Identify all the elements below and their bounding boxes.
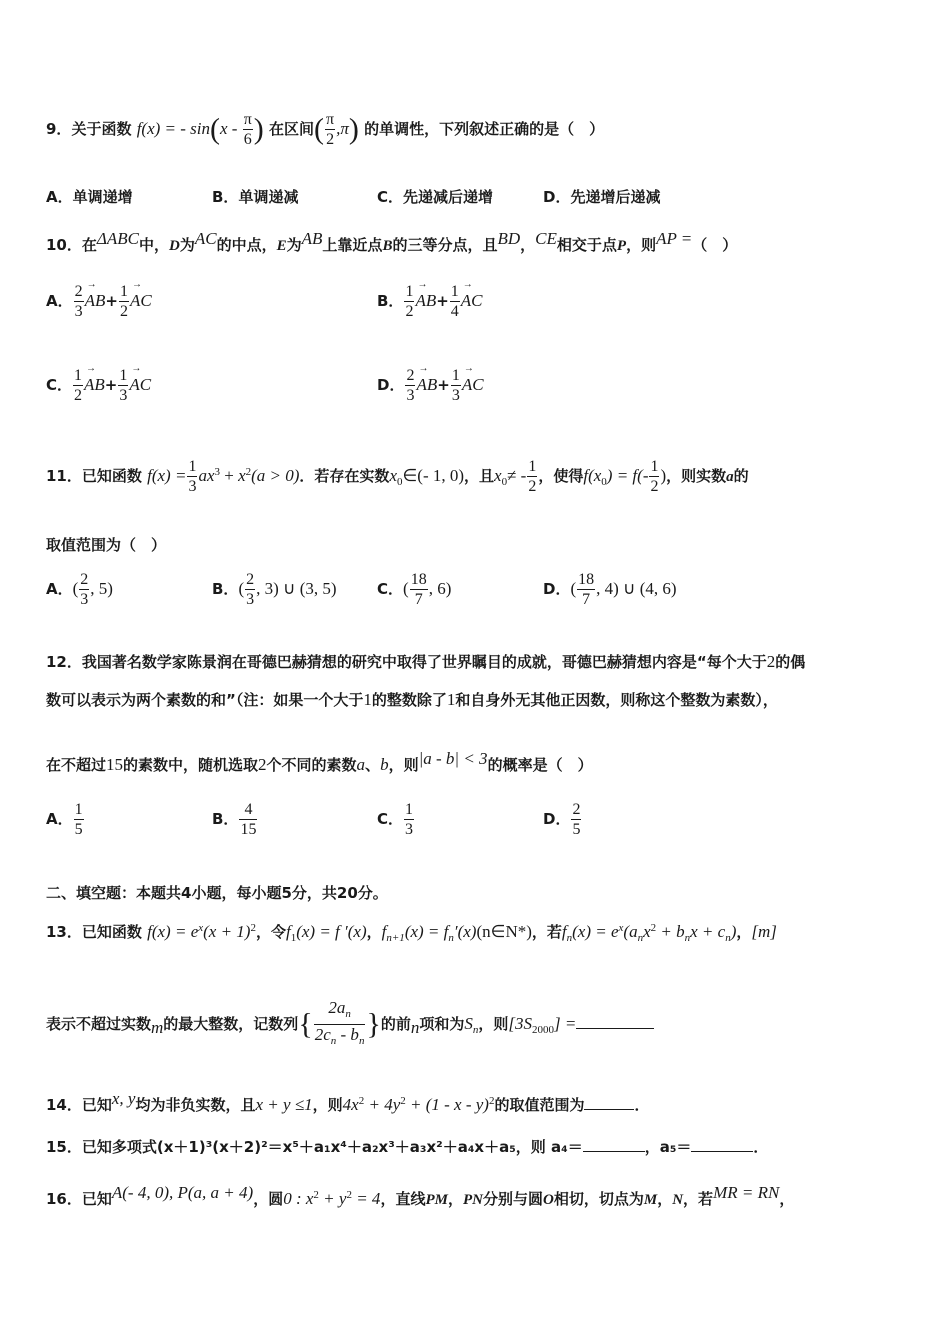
q12-stem-line1: 12．我国著名数学家陈景润在哥德巴赫猜想的研究中取得了世界瞩目的成就，哥德巴赫猜想内容是“每个大于2的偶: [46, 652, 806, 671]
q9-number: 9．: [46, 120, 72, 138]
q10-option-a[interactable]: A． $\frac{2}{3}$ → AB+ $\frac{1}{2}$ → AC: [46, 282, 152, 321]
q10-option-c[interactable]: C． $\frac{1}{2}$ → AB+ $\frac{1}{3}$ → AC: [46, 366, 151, 405]
q14-stem: 14．已知$^{x, y}$均为非负实数，且x + y ≤1，则$4x^2 + 4y^2 + (1 - x - y)^2$的取值范围为 ．: [46, 1089, 650, 1114]
q10-number: 10．: [46, 236, 82, 254]
q9-option-b[interactable]: B．单调递减: [212, 188, 299, 206]
q12-option-c[interactable]: C． $\frac{1}{3}$: [377, 801, 414, 838]
q12-stem-line2: 数可以表示为两个素数的和”（注：如果一个大于1的整数除了1和自身外无其他正因数，则称这个整数为素数），: [46, 690, 778, 709]
q11-option-b[interactable]: B．( $\frac{2}{3}$ , 3) ∪ (3, 5): [212, 571, 337, 608]
q13-stem: 13．已知函数 $f(x) = e^x(x + 1)^2$，令$f_1(x) = f$ ′(x)，$f_{n+1}(x)$ = $f_n'(x)(n\in N*)$，若$f_n(x) = e^x(a_nx^2 + b_nx + c_n)$，[m]: [46, 922, 777, 944]
q15-a5-blank[interactable]: [691, 1151, 753, 1152]
q13-stem-line2: 表示不超过实数m的最大整数，记数列{ $\frac{2a_n}{2c_n - b_n}$ }的前n项和为$S_n$，则$[3S_{2000}]$ =: [46, 996, 654, 1052]
q12-option-d[interactable]: D． $\frac{2}{5}$: [543, 801, 581, 838]
q15-number: 15．: [46, 1138, 82, 1156]
q11-number: 11．: [46, 467, 82, 485]
q14-number: 14．: [46, 1096, 82, 1114]
q11-stem: 11．已知函数 f(x) = $\frac{1}{3}$ $ax^3 + x^2(a > 0)$．若存在实数$x_0\in(-$ 1, 0)，且$x_0\ne$ - $\frac{1}{2}$ ，使得$f(x_0) = f(-$ $\frac{1}{2}$ )，则实数a的: [46, 458, 749, 495]
q9-stem: 9．关于函数 f(x) = - sin(x - $\frac{\pi}{6}$ ) 在区间( $\frac{\pi}{2}$ ,π) 的单调性，下列叙述正确的是（ ）: [46, 111, 605, 148]
section-heading: 二、填空题：本题共4小题，每小题5分，共20分。: [46, 884, 388, 902]
q16-number: 16．: [46, 1190, 82, 1208]
q12-stem-line3: 在不超过15的素数中，随机选取2个不同的素数a、b，则$^{|a - b| < 3}$的概率是（ ）: [46, 749, 593, 774]
q12-option-a[interactable]: A． $\frac{1}{5}$: [46, 801, 83, 838]
q13-number: 13．: [46, 923, 82, 941]
q11-option-d[interactable]: D．( $\frac{18}{7}$ , 4) ∪ (4, 6): [543, 571, 677, 608]
q9-option-d[interactable]: D．先递增后递减: [543, 188, 661, 206]
q11-option-c[interactable]: C．( $\frac{18}{7}$ , 6): [377, 571, 452, 608]
q10-option-b[interactable]: B． $\frac{1}{2}$ → AB+ $\frac{1}{4}$ → AC: [377, 282, 483, 321]
q12-option-b[interactable]: B． $\frac{4}{15}$: [212, 801, 257, 838]
q13-answer-blank[interactable]: [576, 1028, 654, 1029]
q11-option-a[interactable]: A．( $\frac{2}{3}$ , 5): [46, 571, 113, 608]
q9-function: f(x) = - sin: [136, 119, 210, 138]
q10-stem: 10．在$^{\Delta ABC}$中，D为$^{AC}$的中点，E为$^{AB}$上靠近点B的三等分点，且$^{BD}$，$^{CE}$相交于点P，则$^{AP =}$（ ）: [46, 229, 738, 254]
q16-stem: 16．已知$^{A(- 4, 0), P(a, a + 4)}$，圆0 : $x^2 + y^2 = 4$，直线PM，PN分别与圆O相切，切点为M，N，若$^{MR = RN}$，: [46, 1183, 795, 1208]
q10-option-d[interactable]: D． $\frac{2}{3}$ → AB+ $\frac{1}{3}$ → AC: [377, 366, 484, 405]
q15-a4-blank[interactable]: [583, 1151, 645, 1152]
q15-stem: 15．已知多项式(x＋1)³(x＋2)²＝x⁵＋a₁x⁴＋a₂x³＋a₃x²＋a₄x＋a₅，则 a₄＝ ，a₅＝ ．: [46, 1138, 769, 1156]
q11-stem-line2: 取值范围为（ ）: [46, 536, 167, 554]
q9-option-c[interactable]: C．先递减后递增: [377, 188, 494, 206]
q9-option-a[interactable]: A．单调递增: [46, 188, 133, 206]
q14-answer-blank[interactable]: [584, 1109, 634, 1110]
